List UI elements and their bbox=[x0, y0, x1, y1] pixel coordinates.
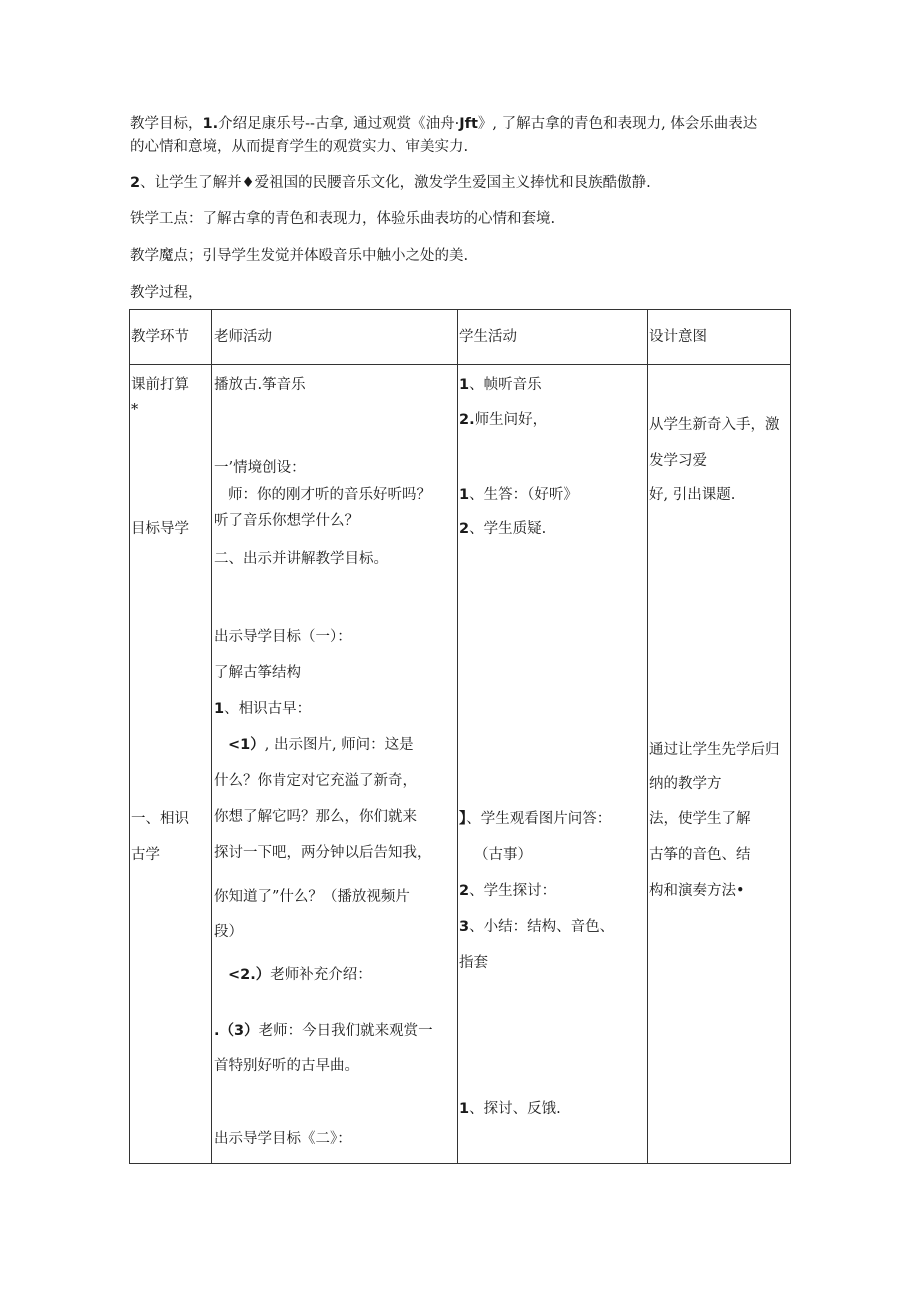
intent-line: 构和演奏方法• bbox=[649, 883, 745, 899]
student-line bbox=[459, 808, 611, 830]
teacher-line bbox=[214, 1020, 433, 1042]
teacher-text: 老师：今日我们就来观赏一 bbox=[258, 1023, 433, 1039]
intent-line: 好, 引出课题. bbox=[649, 487, 736, 503]
stage-know-guzheng-1: 一、相识 bbox=[131, 811, 189, 827]
teacher-line: 什么？你肯定对它充溢了新奇， bbox=[214, 773, 417, 789]
goals-jft: Jft bbox=[459, 116, 478, 132]
teacher-line: 听了音乐你想学什么？ bbox=[214, 513, 359, 529]
header-teacher-activity: 老师活动 bbox=[214, 329, 272, 345]
student-text: 、学生探讨： bbox=[469, 883, 557, 899]
teacher-line bbox=[228, 734, 414, 756]
intent-line: 从学生新奇入手，激 bbox=[649, 417, 780, 433]
teacher-line: 你知道了”什么？（播放视频片 bbox=[214, 889, 410, 905]
teacher-line bbox=[214, 698, 311, 720]
intent-line: 古筝的音色、结 bbox=[649, 847, 751, 863]
student-text: 、学生质疑. bbox=[469, 521, 547, 537]
key-points: 铁学工点：了解古拿的青色和表现力，体验乐曲表坊的心情和套境. bbox=[130, 211, 556, 227]
header-row-divider bbox=[129, 364, 791, 365]
goals-text2: 》, 了解古拿的青色和表现力, 体会乐曲表达 bbox=[477, 116, 758, 132]
teacher-line: 首特别好听的古早曲。 bbox=[214, 1058, 359, 1074]
student-text: 、小结：结构、音色、 bbox=[469, 919, 615, 935]
teacher-num: .（3） bbox=[214, 1023, 259, 1039]
teacher-num: <1） bbox=[228, 737, 265, 753]
teacher-line: 你想了解它吗？那么，你们就来 bbox=[214, 809, 417, 825]
student-line: （古事） bbox=[474, 847, 532, 863]
teacher-line: 出示导学目标《二》： bbox=[214, 1131, 352, 1147]
intent-line: 发学习爱 bbox=[649, 453, 707, 469]
teacher-line: 师：你的刚才听的音乐好听吗？ bbox=[228, 487, 431, 503]
teaching-goals-line2: 的心情和意境，从而提育学生的观赏实力、审美实力. bbox=[130, 139, 469, 155]
table-border-bottom bbox=[129, 1163, 791, 1164]
goals-num: 1. bbox=[202, 116, 219, 132]
teacher-line: 二、出示并讲解教学目标。 bbox=[214, 551, 388, 567]
student-num: 2. bbox=[459, 412, 475, 428]
teacher-line: 探讨一下吧，两分钟以后告知我， bbox=[214, 845, 432, 861]
goal2-num: 2 bbox=[130, 175, 141, 191]
student-text: 、学生观看图片问答： bbox=[466, 811, 612, 827]
teacher-text: , 出示图片, 师问：这是 bbox=[264, 737, 414, 753]
goal2-text: 、让学生了解并♦爱祖国的民腰音乐文化，激发学生爱国主义捧忧和艮族酷傲静. bbox=[140, 175, 651, 191]
col-divider-3 bbox=[647, 309, 648, 1164]
teacher-line: 播放古.筝音乐 bbox=[214, 377, 306, 393]
teacher-num: 1 bbox=[214, 701, 225, 717]
student-line bbox=[459, 916, 614, 938]
stage-preclass-mark: * bbox=[131, 402, 139, 418]
student-num: 1 bbox=[459, 1101, 470, 1117]
stage-preclass: 课前打算 bbox=[131, 377, 189, 393]
col-divider-2 bbox=[457, 309, 458, 1164]
student-num: 3 bbox=[459, 919, 470, 935]
student-num: 1 bbox=[459, 487, 470, 503]
student-line bbox=[459, 1098, 561, 1120]
difficulty-points: 教学魔点；引导学生发觉并体殴音乐中触小之处的美. bbox=[130, 248, 469, 264]
teacher-text: 、相识古早： bbox=[224, 701, 312, 717]
table-border-right bbox=[790, 309, 791, 1164]
stage-goal-guide: 目标导学 bbox=[131, 521, 189, 537]
student-text: 、生答：（好听》 bbox=[469, 487, 578, 503]
student-line bbox=[459, 880, 556, 902]
student-text: 、帧听音乐 bbox=[469, 377, 542, 393]
intent-line: 法，使学生了解 bbox=[649, 811, 751, 827]
student-line: 指套 bbox=[459, 955, 488, 971]
header-design-intent: 设计意图 bbox=[649, 329, 707, 345]
teacher-num: <2.） bbox=[228, 967, 271, 983]
intent-line: 纳的教学方 bbox=[649, 776, 722, 792]
teacher-line bbox=[228, 964, 372, 986]
teacher-line: 出示导学目标（一）： bbox=[214, 629, 352, 645]
student-text: 师生问好， bbox=[474, 412, 548, 428]
header-stage: 教学环节 bbox=[131, 329, 189, 345]
student-num: 2 bbox=[459, 521, 470, 537]
student-line bbox=[459, 409, 547, 431]
teacher-line: 一’情境创设： bbox=[214, 460, 306, 476]
student-text: 、探讨、反饿. bbox=[469, 1101, 561, 1117]
teacher-line: 了解古筝结构 bbox=[214, 665, 301, 681]
student-num: 】 bbox=[459, 811, 467, 827]
col-divider-1 bbox=[211, 309, 212, 1164]
table-border-top bbox=[129, 309, 791, 310]
teacher-line: 段） bbox=[214, 924, 243, 940]
table-border-left bbox=[129, 309, 130, 1164]
stage-know-guzheng-2: 古学 bbox=[131, 847, 160, 863]
student-line bbox=[459, 484, 578, 506]
intent-line: 通过让学生先学后归 bbox=[649, 742, 780, 758]
goals-label: 教学目标， bbox=[130, 116, 203, 132]
student-line bbox=[459, 518, 546, 540]
header-student-activity: 学生活动 bbox=[459, 329, 517, 345]
student-num: 1 bbox=[459, 377, 470, 393]
process-heading: 教学过程， bbox=[130, 285, 203, 301]
student-num: 2 bbox=[459, 883, 470, 899]
student-line bbox=[459, 374, 542, 396]
goals-text: 介绍足康乐号--古拿, 通过观赏《油舟· bbox=[218, 116, 460, 132]
teacher-text: 老师补充介绍： bbox=[270, 967, 372, 983]
